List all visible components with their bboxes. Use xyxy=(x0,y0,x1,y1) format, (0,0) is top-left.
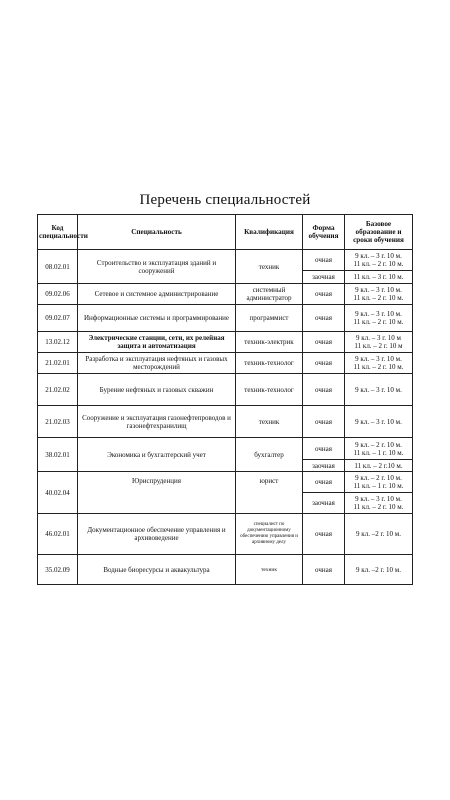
term-line: 11 кл. – 2 г. 10 м. xyxy=(353,260,404,268)
term-line: 9 кл. – 3 г. 10 м xyxy=(356,334,401,342)
header-code: Код специальности xyxy=(38,215,78,250)
row-term xyxy=(345,493,413,514)
row-term xyxy=(345,305,413,332)
row-code: 21.02.02 xyxy=(38,374,78,406)
row-term xyxy=(345,332,413,353)
row-form: очная xyxy=(303,305,345,332)
term-line: 9 кл. – 2 г. 10 м. xyxy=(355,474,402,482)
term-line: 9 кл. –2 г. 10 м. xyxy=(356,530,401,538)
row-form: очная xyxy=(303,374,345,406)
row-term xyxy=(345,460,413,472)
row-form: очная xyxy=(303,353,345,374)
row-term xyxy=(345,271,413,284)
term-line: 9 кл. – 3 г. 10 м. xyxy=(355,417,402,426)
row-qualification: программист xyxy=(236,305,303,332)
row-form: заочная xyxy=(303,493,345,514)
term-line: 11 кл. – 2 г. 10 м. xyxy=(353,318,404,326)
row-specialty: Документационное обеспечение управления и архивоведение xyxy=(78,514,236,555)
row-term xyxy=(345,472,413,493)
row-qualification: техник-электрик xyxy=(236,332,303,353)
term-line: 11 кл. – 3 г. 10 м. xyxy=(353,273,404,281)
row-form: очная xyxy=(303,284,345,305)
row-term xyxy=(345,514,413,555)
table-row xyxy=(38,250,413,271)
table-row xyxy=(38,555,413,585)
row-term xyxy=(345,284,413,305)
row-form: очная xyxy=(303,332,345,353)
header-base-education: Базовое образование и сроки обучения xyxy=(345,215,413,250)
table-row xyxy=(38,374,413,406)
row-qualification: техник-технолог xyxy=(236,374,303,406)
row-code: 38.02.01 xyxy=(38,438,78,472)
term-line: 9 кл. – 3 г. 10 м. xyxy=(355,495,402,503)
row-qualification: техник xyxy=(236,250,303,284)
term-line: 11 кл. – 2 г. 10 м xyxy=(354,342,403,350)
table-row xyxy=(38,406,413,438)
row-code: 09.02.06 xyxy=(38,284,78,305)
row-specialty: Сетевое и системное администрирование xyxy=(78,284,236,305)
row-term xyxy=(345,438,413,460)
row-specialty: Водные биоресурсы и аквакультура xyxy=(78,555,236,585)
row-form: заочная xyxy=(303,460,345,472)
term-line: 9 кл. –2 г. 10 м. xyxy=(356,565,401,574)
row-qualification: юрист xyxy=(236,472,303,514)
table-row xyxy=(38,438,413,460)
term-line: 11 кл. – 1 г. 10 м. xyxy=(353,448,404,457)
row-specialty: Электрические станции, сети, их релейная защита и автоматизация xyxy=(78,332,236,353)
row-term xyxy=(345,353,413,374)
row-specialty: Сооружение и эксплуатация газонефтепроводов и газонефтехранилищ xyxy=(78,406,236,438)
row-code: 08.02.01 xyxy=(38,250,78,284)
row-code: 21.02.03 xyxy=(38,406,78,438)
row-qualification: техник-технолог xyxy=(236,353,303,374)
table-row xyxy=(38,514,413,555)
row-qualification: техник xyxy=(236,406,303,438)
term-line: 9 кл. – 3 г. 10 м. xyxy=(355,385,402,394)
specialties-table xyxy=(37,214,413,585)
table-header-row xyxy=(38,215,413,250)
row-specialty: Разработка и эксплуатация нефтяных и газовых месторождений xyxy=(78,353,236,374)
row-code: 13.02.12 xyxy=(38,332,78,353)
header-qualification: Квалификация xyxy=(236,215,303,250)
header-specialty: Специальность xyxy=(78,215,236,250)
row-form: заочная xyxy=(303,271,345,284)
row-qualification: системный администратор xyxy=(236,284,303,305)
row-code: 40.02.04 xyxy=(38,472,78,514)
term-line: 11 кл. – 2 г.10 м. xyxy=(354,461,403,470)
term-line: 9 кл. – 3 г. 10 м. xyxy=(355,310,402,318)
row-specialty: Юриспруденция xyxy=(78,472,236,514)
row-form: очная xyxy=(303,514,345,555)
row-code: 46.02.01 xyxy=(38,514,78,555)
row-specialty: Информационные системы и программирование xyxy=(78,305,236,332)
row-term xyxy=(345,250,413,271)
row-specialty: Бурение нефтяных и газовых скважин xyxy=(78,374,236,406)
row-code: 09.02.07 xyxy=(38,305,78,332)
row-code: 21.02.01 xyxy=(38,353,78,374)
table-row xyxy=(38,305,413,332)
term-line: 11 кл. – 1 г. 10 м. xyxy=(353,482,404,490)
row-term xyxy=(345,406,413,438)
row-term xyxy=(345,555,413,585)
row-code: 35.02.09 xyxy=(38,555,78,585)
row-qualification: бухгалтер xyxy=(236,438,303,472)
table-row xyxy=(38,284,413,305)
header-form: Форма обучения xyxy=(303,215,345,250)
row-form: очная xyxy=(303,406,345,438)
term-line: 11 кл. – 2 г. 10 м. xyxy=(353,503,404,511)
row-qualification: техник xyxy=(236,555,303,585)
row-specialty: Экономика и бухгалтерский учет xyxy=(78,438,236,472)
row-qualification: специалист по документационному обеспечению управления и архивному делу xyxy=(236,514,303,555)
row-term xyxy=(345,374,413,406)
term-line: 11 кл. – 2 г. 10 м. xyxy=(353,294,404,302)
term-line: 9 кл. – 3 г. 10 м. xyxy=(355,252,402,260)
row-form: очная xyxy=(303,472,345,493)
document-title: Перечень специальностей xyxy=(139,192,311,208)
term-line: 9 кл. – 3 г. 10 м. xyxy=(355,286,402,294)
table-row xyxy=(38,332,413,353)
row-specialty: Строительство и эксплуатация зданий и сооружений xyxy=(78,250,236,284)
row-form: очная xyxy=(303,250,345,271)
table-row xyxy=(38,353,413,374)
row-form: очная xyxy=(303,555,345,585)
table-row xyxy=(38,472,413,493)
row-form: очная xyxy=(303,438,345,460)
term-line: 9 кл. – 2 г. 10 м. xyxy=(355,440,402,449)
term-line: 9 кл. – 3 г. 10 м. xyxy=(355,355,402,363)
term-line: 11 кл. – 2 г. 10 м. xyxy=(353,363,404,371)
